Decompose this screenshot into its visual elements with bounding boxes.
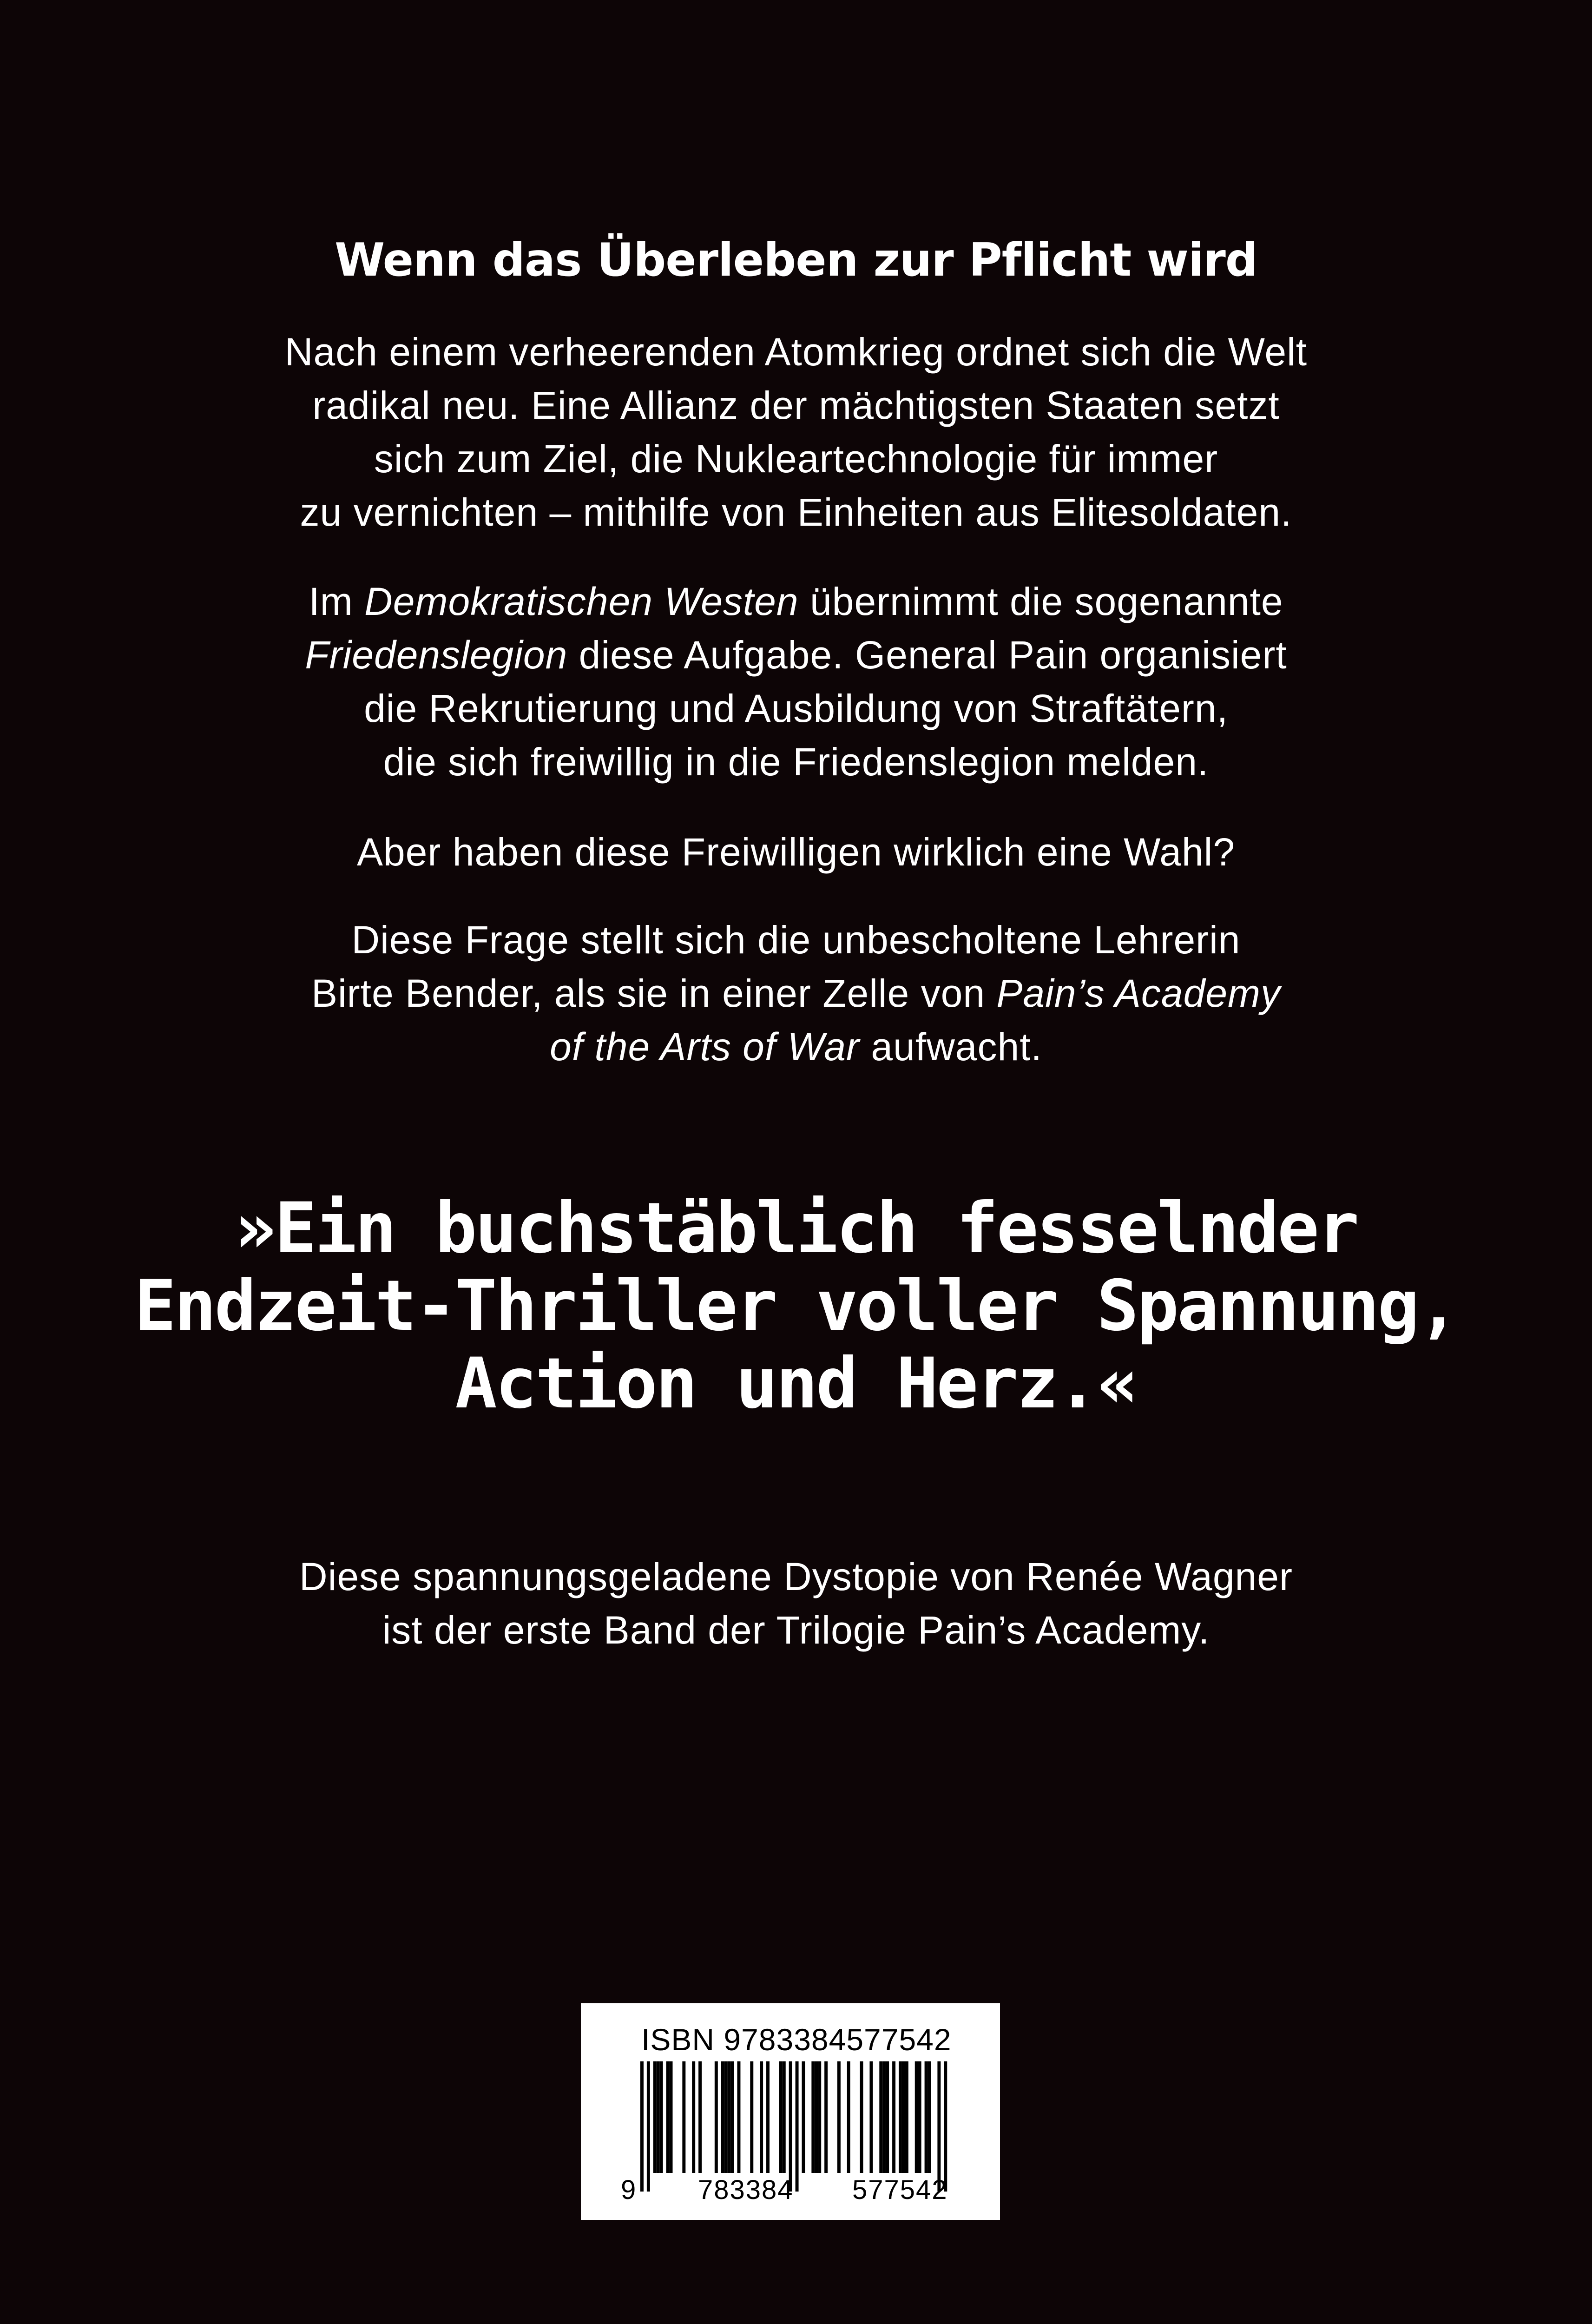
text-line: zu vernichten – mithilfe von Einheiten aus Elitesoldaten. xyxy=(300,490,1292,534)
blurb-paragraph-1 xyxy=(0,325,1592,539)
barcode-bar xyxy=(796,2061,799,2192)
barcode-bar xyxy=(682,2061,685,2173)
barcode-bar xyxy=(698,2061,702,2173)
isbn-barcode-box xyxy=(581,2003,1000,2220)
barcode-bar xyxy=(899,2061,902,2173)
text-line: Diese spannungsgeladene Dystopie von Renée Wagner xyxy=(299,1555,1293,1598)
barcode-bar xyxy=(640,2061,644,2192)
barcode-bar xyxy=(766,2061,770,2173)
barcode-bar xyxy=(721,2061,724,2173)
barcode-bar xyxy=(715,2061,718,2173)
barcode-bar xyxy=(886,2061,889,2173)
barcode-bar xyxy=(692,2061,695,2173)
blurb-paragraph-4 xyxy=(0,913,1592,1074)
text-line: radikal neu. Eine Allianz der mächtigsten Staaten setzt xyxy=(312,383,1280,427)
text-line: die Rekrutierung und Ausbildung von Straftätern, xyxy=(364,687,1228,730)
text-line: sich zum Ziel, die Nukleartechnologie für immer xyxy=(374,437,1218,481)
barcode-bar xyxy=(937,2061,941,2192)
barcode-bar xyxy=(653,2061,657,2173)
barcode-bar xyxy=(905,2061,908,2173)
barcode-bar xyxy=(750,2061,753,2173)
barcode-digits-left: 783384 xyxy=(698,2175,794,2205)
text-segment: aufwacht. xyxy=(860,1025,1042,1069)
quote-line: Action und Herz.« xyxy=(455,1343,1137,1424)
barcode-bar xyxy=(815,2061,818,2173)
barcode-bar xyxy=(737,2061,741,2173)
barcode-bar xyxy=(802,2061,805,2173)
barcode-bar xyxy=(811,2061,815,2173)
barcode-bar xyxy=(660,2061,663,2173)
quote-line: »Ein buchstäblich fesselnder xyxy=(234,1188,1358,1269)
barcode-bar xyxy=(879,2061,882,2173)
barcode-bar xyxy=(760,2061,763,2173)
barcode-bar xyxy=(892,2061,895,2173)
italic-term: of the Arts of War xyxy=(550,1025,860,1069)
barcode-bar xyxy=(902,2061,905,2173)
barcode-bar xyxy=(925,2061,928,2173)
barcode-bar xyxy=(728,2061,731,2173)
text-line: Nach einem verheerenden Atomkrieg ordnet sich die Welt xyxy=(284,330,1308,374)
barcode-bar xyxy=(824,2061,828,2173)
series-note xyxy=(0,1550,1592,1657)
barcode-bar xyxy=(670,2061,673,2173)
barcode-bar xyxy=(657,2061,660,2173)
italic-term: Friedenslegion xyxy=(305,633,568,677)
text-line: Diese Frage stellt sich die unbescholtene Lehrerin xyxy=(351,918,1241,962)
text-line: ist der erste Band der Trilogie Pain’s Academy. xyxy=(382,1608,1210,1652)
text-line: die sich freiwillig in die Friedenslegion melden. xyxy=(383,740,1209,784)
text-segment: diese Aufgabe. General Pain organisiert xyxy=(567,633,1287,677)
barcode-bar xyxy=(647,2061,650,2192)
barcode-bar xyxy=(928,2061,931,2173)
blurb-paragraph-2 xyxy=(0,575,1592,789)
barcode-digit-first: 9 xyxy=(621,2175,636,2205)
barcode-bar xyxy=(944,2061,947,2192)
barcode-bar xyxy=(779,2061,783,2173)
review-quote xyxy=(0,1190,1592,1423)
text-line xyxy=(0,575,1592,628)
barcode-bar xyxy=(724,2061,728,2173)
barcode-bar xyxy=(731,2061,734,2173)
quote-line: Endzeit-Thriller voller Spannung, xyxy=(134,1266,1458,1347)
barcode-bar xyxy=(783,2061,786,2173)
blurb-heading: Wenn das Überleben zur Pflicht wird xyxy=(335,234,1257,287)
isbn-label: ISBN 9783384577542 xyxy=(641,2022,952,2057)
italic-term: Pain’s Academy xyxy=(996,971,1281,1015)
text-line xyxy=(0,1020,1592,1074)
barcode-bar xyxy=(837,2061,841,2173)
text-segment: Birte Bender, als sie in einer Zelle von xyxy=(311,971,997,1015)
barcode-bar xyxy=(666,2061,670,2173)
barcode-bar xyxy=(789,2061,792,2192)
barcode-bar xyxy=(918,2061,921,2173)
text-line xyxy=(0,967,1592,1020)
barcode-bar xyxy=(915,2061,918,2173)
text-line xyxy=(0,628,1592,682)
barcode-bar xyxy=(860,2061,863,2173)
blurb-paragraph-3: Aber haben diese Freiwilligen wirklich eine Wahl? xyxy=(356,830,1236,874)
barcode-bar xyxy=(882,2061,886,2173)
barcode-digits-right: 577542 xyxy=(852,2175,948,2205)
text-segment: Im xyxy=(309,580,365,623)
barcode-bar xyxy=(847,2061,850,2173)
barcode-bar xyxy=(818,2061,821,2173)
italic-term: Demokratischen Westen xyxy=(364,580,799,623)
barcode-bar xyxy=(869,2061,873,2173)
text-segment: übernimmt die sogenannte xyxy=(798,580,1283,623)
